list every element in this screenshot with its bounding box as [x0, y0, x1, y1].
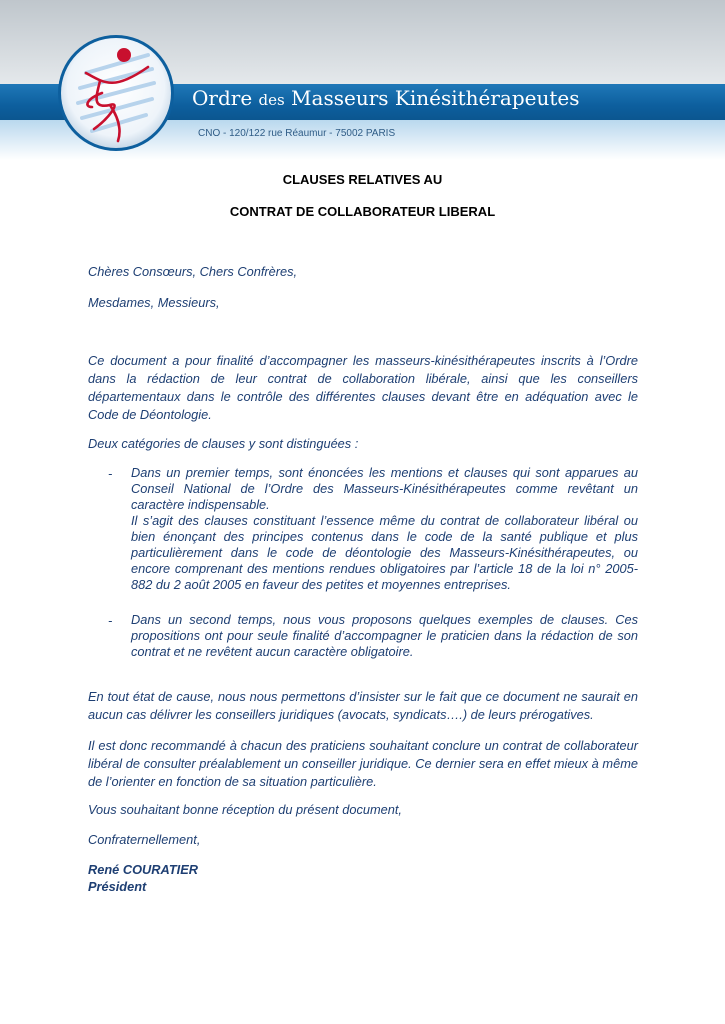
- paragraph-state: En tout état de cause, nous nous permettons d’insister sur le fait que ce document ne saurait en aucun cas délivrer les conseillers juridiques (avocats, syndicats….) de leurs prérogatives.: [88, 689, 638, 722]
- letterhead: [0, 0, 725, 160]
- bullet-2: Dans un second temps, nous vous proposons quelques exemples de clauses. Ces propositions ont pour seule finalité d’accompagner le praticien dans la rédaction de son contrat et ne revêtent aucun caractère obligatoire.: [131, 612, 638, 659]
- organization-address: CNO - 120/122 rue Réaumur - 75002 PARIS: [198, 128, 396, 139]
- organization-name: [192, 86, 580, 110]
- org-name-part1: Ordre: [192, 86, 259, 110]
- bullet-2-dash: -: [108, 613, 113, 628]
- document-title-line2: CONTRAT DE COLLABORATEUR LIBERAL: [229, 204, 496, 219]
- bullet-1-part-b: Il s’agit des clauses constituant l’essence même du contrat de collaborateur libéral ou bien énonçant des principes contenus dans le code de la santé publique et plus particulièrement dans le code de déontologie des Masseurs-Kinésithérapeutes, ou encore comprenant des mentions rendues obligatoires par l’article 18 de la loi n° 2005-882 du 2 août 2005 en faveur des petites et moyennes entreprises.: [131, 513, 638, 592]
- closing-2: Confraternellement,: [88, 832, 201, 847]
- categories-paragraph: Deux catégories de clauses y sont distinguées :: [88, 436, 359, 451]
- closing-1: Vous souhaitant bonne réception du présent document,: [88, 802, 402, 817]
- figure-emblem-icon: [56, 33, 176, 153]
- bullet-1-part-a: Dans un premier temps, sont énoncées les mentions et clauses qui sont apparues au Conseil National de l’Ordre des Masseurs-Kinésithérapeutes comme revêtant un caractère indispensable.: [131, 465, 638, 512]
- salutation-2: Mesdames, Messieurs,: [88, 295, 220, 310]
- signature-name: René COURATIER: [88, 862, 198, 877]
- org-name-des: des: [258, 91, 285, 109]
- paragraph-recommend: Il est donc recommandé à chacun des praticiens souhaitant conclure un contrat de collaborateur libéral de consulter préalablement un conseiller juridique. Ce dernier sera en effet mieux à même de l’orienter en fonction de sa situation particulière.: [88, 738, 638, 789]
- signature-role: Président: [88, 879, 147, 894]
- intro-paragraph: Ce document a pour finalité d’accompagner les masseurs-kinésithérapeutes inscrits à l’Ordre dans la rédaction de leur contrat de collaboration libérale, ainsi que les conseillers départementaux dans le contrôle des différentes clauses devant être en adéquation avec le Code de Déontologie.: [88, 353, 638, 422]
- salutation-1: Chères Consœurs, Chers Confrères,: [88, 264, 298, 279]
- document-title-line1: CLAUSES RELATIVES AU: [282, 172, 443, 187]
- bullet-1-dash: -: [108, 466, 113, 481]
- org-name-part2: Masseurs Kinésithérapeutes: [284, 86, 580, 110]
